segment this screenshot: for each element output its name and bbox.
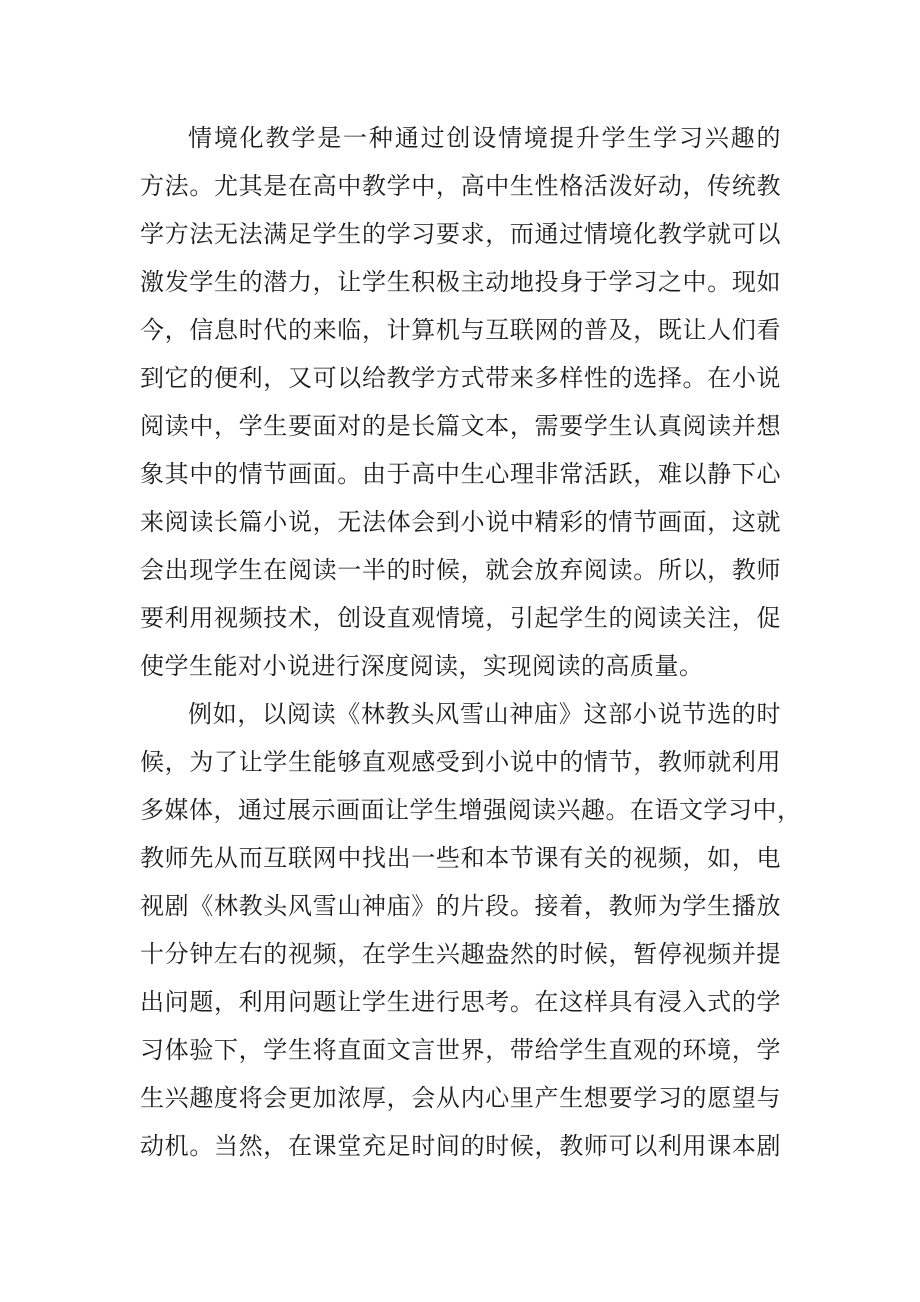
paragraph-line: 出问题，利用问题让学生进行思考。在这样具有浸入式的学 [140, 988, 781, 1016]
paragraph-line: 阅读中，学生要面对的是长篇文本，需要学生认真阅读并想 [140, 412, 781, 440]
paragraph-line: 要利用视频技术，创设直观情境，引起学生的阅读关注，促 [140, 604, 781, 632]
paragraph-line: 十分钟左右的视频，在学生兴趣盎然的时候，暂停视频并提 [140, 940, 781, 968]
paragraph-line: 象其中的情节画面。由于高中生心理非常活跃，难以静下心 [140, 460, 781, 488]
paragraph-line: 情境化教学是一种通过创设情境提升学生学习兴趣的 [188, 124, 781, 152]
paragraph-line: 候，为了让学生能够直观感受到小说中的情节，教师就利用 [140, 748, 781, 776]
paragraph-line: 多媒体，通过展示画面让学生增强阅读兴趣。在语文学习中， [140, 796, 802, 824]
document-body [140, 114, 802, 1170]
paragraph-line: 学方法无法满足学生的学习要求，而通过情境化教学就可以 [140, 220, 781, 248]
paragraph-line: 视剧《林教头风雪山神庙》的片段。接着，教师为学生播放 [140, 892, 781, 920]
paragraph-line: 教师先从而互联网中找出一些和本节课有关的视频，如，电 [140, 844, 781, 872]
paragraph-line: 使学生能对小说进行深度阅读，实现阅读的高质量。 [140, 652, 704, 680]
paragraph-line: 来阅读长篇小说，无法体会到小说中精彩的情节画面，这就 [140, 508, 781, 536]
paragraph-line: 会出现学生在阅读一半的时候，就会放弃阅读。所以，教师 [140, 556, 781, 584]
paragraph-line: 方法。尤其是在高中教学中，高中生性格活泼好动，传统教 [140, 172, 781, 200]
paragraph-line: 动机。当然，在课堂充足时间的时候，教师可以利用课本剧 [140, 1132, 781, 1160]
paragraph-line: 今，信息时代的来临，计算机与互联网的普及，既让人们看 [140, 316, 781, 344]
paragraph-2 [140, 690, 802, 1170]
paragraph-line: 习体验下，学生将直面文言世界，带给学生直观的环境，学 [140, 1036, 781, 1064]
paragraph-line: 到它的便利，又可以给教学方式带来多样性的选择。在小说 [140, 364, 781, 392]
paragraph-line: 激发学生的潜力，让学生积极主动地投身于学习之中。现如 [140, 268, 781, 296]
paragraph-line: 例如，以阅读《林教头风雪山神庙》这部小说节选的时 [188, 700, 781, 728]
paragraph-1 [140, 114, 781, 690]
paragraph-line: 生兴趣度将会更加浓厚，会从内心里产生想要学习的愿望与 [140, 1084, 781, 1112]
